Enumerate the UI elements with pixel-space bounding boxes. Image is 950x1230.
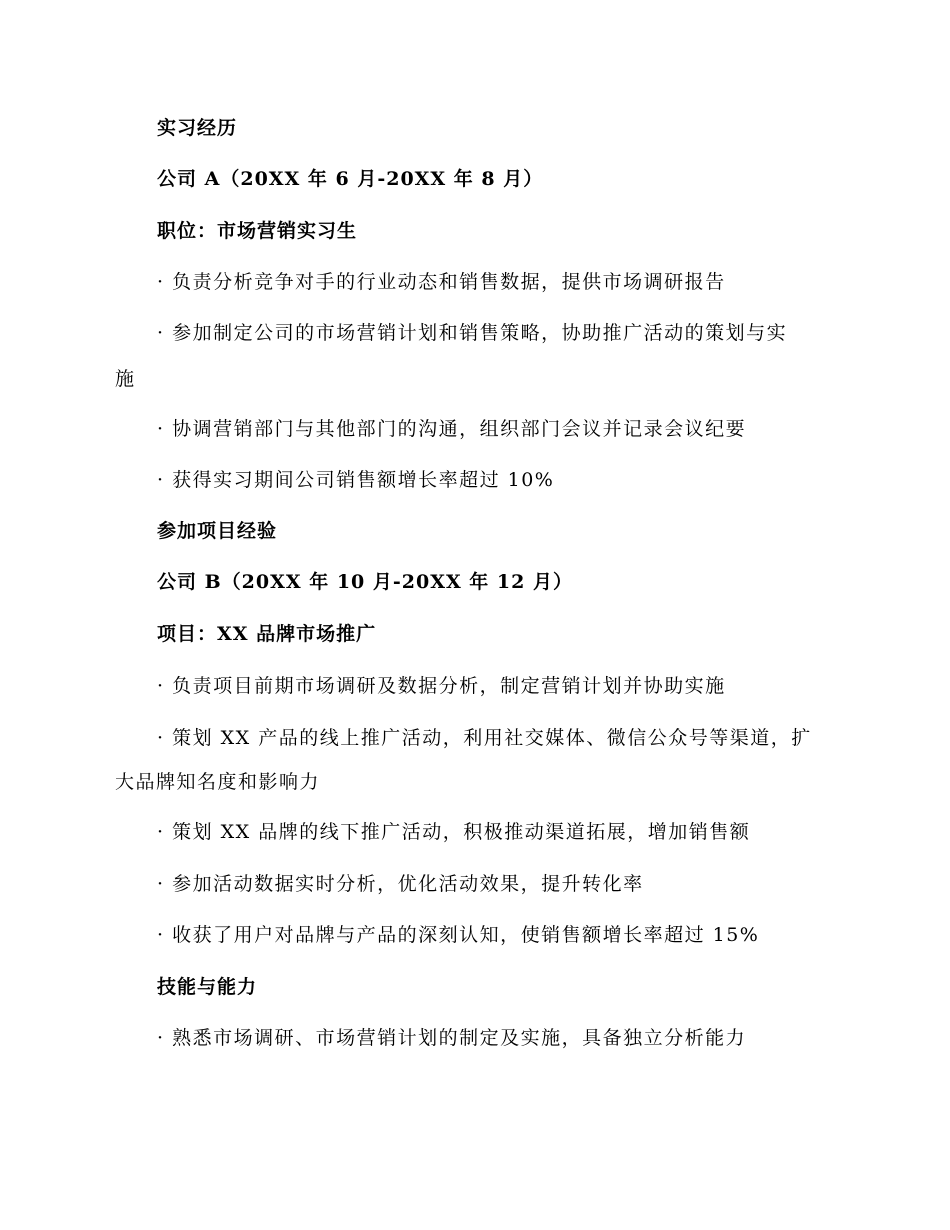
project-title: 项目：XX 品牌市场推广 — [157, 623, 377, 645]
skills-bullet-1: · 熟悉市场调研、市场营销计划的制定及实施，具备独立分析能力 — [157, 1027, 747, 1049]
internship-bullet-2-continued: 施 — [115, 368, 136, 390]
project-company: 公司 B（20XX 年 10 月-20XX 年 12 月） — [157, 571, 573, 593]
section-heading-project: 参加项目经验 — [157, 520, 278, 542]
internship-position: 职位：市场营销实习生 — [157, 220, 358, 242]
project-bullet-2: · 策划 XX 产品的线上推广活动，利用社交媒体、微信公众号等渠道，扩 — [157, 727, 812, 749]
internship-bullet-1: · 负责分析竞争对手的行业动态和销售数据，提供市场调研报告 — [157, 271, 726, 293]
section-heading-internship: 实习经历 — [157, 117, 238, 139]
internship-bullet-2: · 参加制定公司的市场营销计划和销售策略，协助推广活动的策划与实 — [157, 322, 788, 344]
internship-bullet-3: · 协调营销部门与其他部门的沟通，组织部门会议并记录会议纪要 — [157, 418, 747, 440]
project-bullet-5: · 收获了用户对品牌与产品的深刻认知，使销售额增长率超过 15% — [157, 924, 760, 946]
internship-company: 公司 A（20XX 年 6 月-20XX 年 8 月） — [157, 168, 544, 190]
project-bullet-4: · 参加活动数据实时分析，优化活动效果，提升转化率 — [157, 873, 644, 895]
project-bullet-3: · 策划 XX 品牌的线下推广活动，积极推动渠道拓展，增加销售额 — [157, 821, 751, 843]
internship-bullet-4: · 获得实习期间公司销售额增长率超过 10% — [157, 469, 555, 491]
project-bullet-2-continued: 大品牌知名度和影响力 — [115, 771, 321, 793]
section-heading-skills: 技能与能力 — [157, 976, 258, 998]
project-bullet-1: · 负责项目前期市场调研及数据分析，制定营销计划并协助实施 — [157, 675, 726, 697]
